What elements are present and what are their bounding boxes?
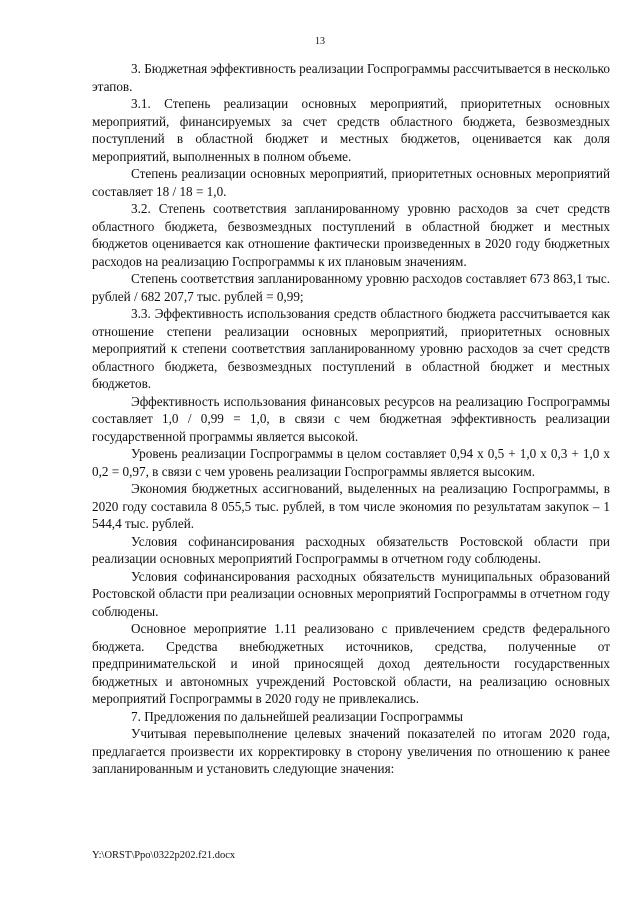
paragraph-overall-level: Уровень реализации Госпрограммы в целом составляет 0,94 х 0,5 + 1,0 х 0,3 + 1,0 х 0,2 = 0,97, в связи с чем уровень реализации Госпрограммы является высоким. [92, 446, 610, 479]
paragraph-federal-funding: Основное мероприятие 1.11 реализовано с привлечением средств федерального бюджета. Средства внебюджетных источников, средства, полученные от предпринимательской и иной приносящей доход деятельности государственных бюджетных и автономных учреждений Ростовской области, на реализацию основных мероприятий Госпрограммы в 2020 году не привлекались. [92, 621, 610, 706]
paragraph-3-1: 3.1. Степень реализации основных мероприятий, приоритетных основных мероприятий, финансируемых за счет средств областного бюджета, безвозмездных поступлений в областной бюджет и местных бюджетов, оценивается как доля мероприятий, выполненных в полном объеме. [92, 96, 610, 164]
paragraph-3-2: 3.2. Степень соответствия запланированному уровню расходов за счет средств областного бюджета, безвозмездных поступлений в областной бюджет и местных бюджетов оценивается как отношение фактически произведенных в 2020 году бюджетных расходов на реализацию Госпрограммы к их плановым значениям. [92, 201, 610, 269]
paragraph-resource-efficiency: Эффективность использования финансовых ресурсов на реализацию Госпрограммы составляет 1,0 / 0,99 = 1,0, в связи с чем бюджетная эффективность реализации государственной программы является высокой. [92, 393, 610, 444]
paragraph-expense-ratio: Степень соответствия запланированному уровню расходов составляет 673 863,1 тыс. рублей / 682 207,7 тыс. рублей = 0,99; [92, 271, 610, 304]
section-heading: 7. Предложения по дальнейшей реализации Госпрограммы [131, 708, 463, 724]
document-body [92, 60, 610, 778]
paragraph-proposals: Учитывая перевыполнение целевых значений показателей по итогам 2020 года, предлагается произвести их корректировку в сторону увеличения по отношению к ранее запланированным и установить следующие значения: [92, 726, 610, 776]
paragraph-budget-efficiency: 3. Бюджетная эффективность реализации Госпрограммы рассчитывается в несколько этапов. [92, 61, 610, 94]
page-number: 13 [315, 36, 325, 47]
paragraph-savings: Экономия бюджетных ассигнований, выделенных на реализацию Госпрограммы, в 2020 году составила 8 055,5 тыс. рублей, в том числе экономия по результатам закупок – 1 544,4 тыс. рублей. [92, 481, 610, 531]
paragraph-cofinancing-municipal: Условия софинансирования расходных обязательств муниципальных образований Ростовской области при реализации основных мероприятий Госпрограммы в отчетном году соблюдены. [92, 568, 610, 619]
footer-file-path: Y:\ORST\Ppo\0322p202.f21.docx [92, 850, 236, 861]
paragraph-cofinancing-region: Условия софинансирования расходных обязательств Ростовской области при реализации основных мероприятий Госпрограммы в отчетном году соблюдены. [92, 533, 610, 566]
paragraph-implementation-degree: Степень реализации основных мероприятий, приоритетных основных мероприятий составляет 18 / 18 = 1,0. [92, 166, 610, 199]
paragraph-3-3: 3.3. Эффективность использования средств областного бюджета рассчитывается как отношение степени реализации основных мероприятий, приоритетных основных мероприятий к степени соответствия запланированному уровню расходов за счет средств областного бюджета, безвозмездных поступлений в областной бюджет и местных бюджетов. [92, 306, 610, 391]
